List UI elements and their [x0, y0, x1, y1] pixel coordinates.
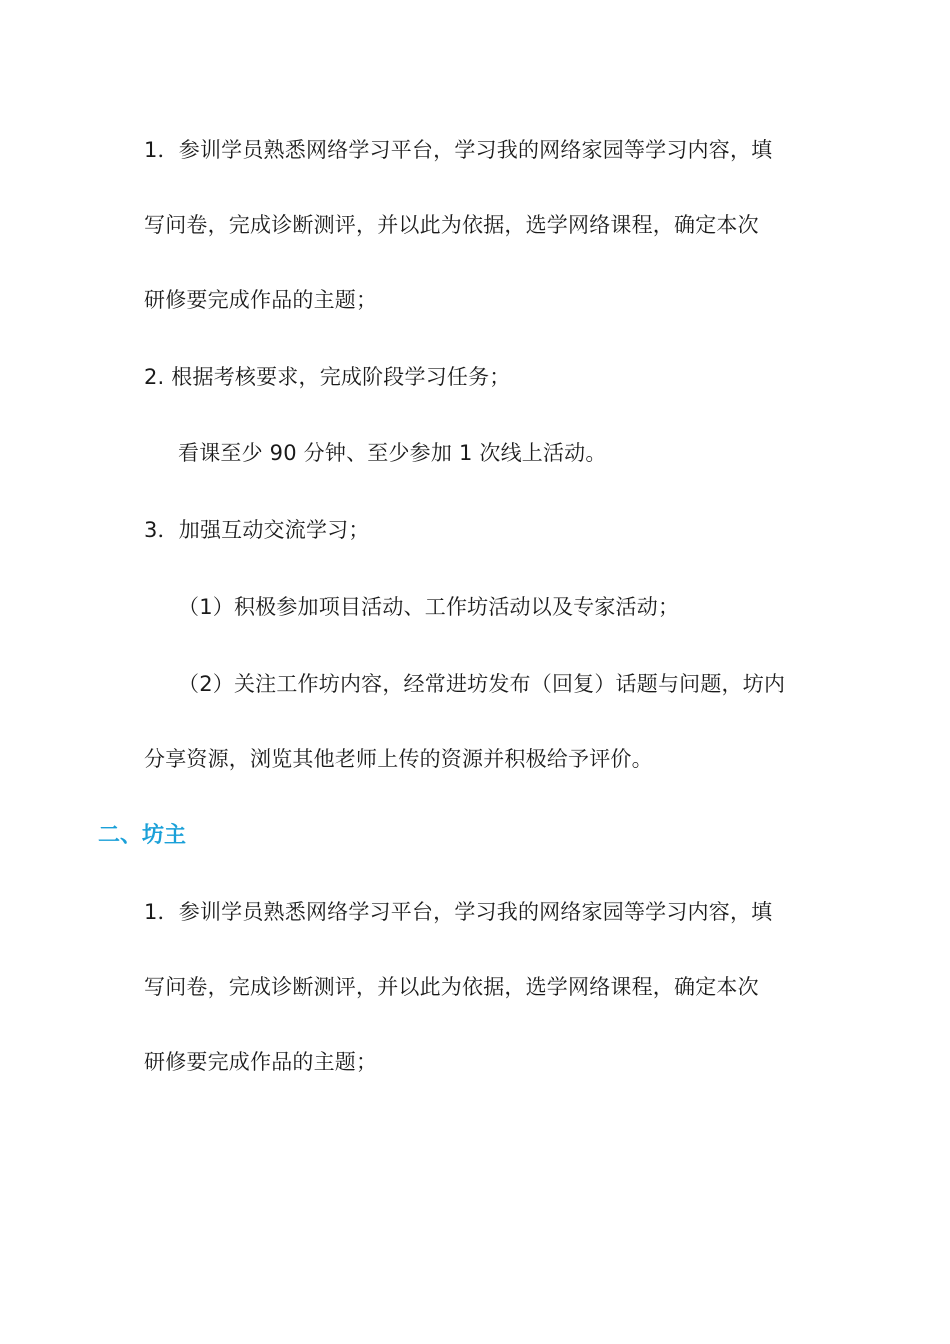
- s1-item3-sub1: （1）积极参加项目活动、工作坊活动以及专家活动；: [178, 595, 680, 619]
- s1-item2: 2. 根据考核要求，完成阶段学习任务；: [144, 365, 511, 389]
- section-heading-fangzhu: 二、坊主: [98, 823, 187, 848]
- s1-item1-line3: 研修要完成作品的主题；: [144, 288, 378, 312]
- s1-item2-detail: 看课至少 90 分钟、至少参加 1 次线上活动。: [178, 441, 607, 465]
- s2-item1-line3: 研修要完成作品的主题；: [144, 1050, 378, 1074]
- s1-item1-line1: 1．参训学员熟悉网络学习平台，学习我的网络家园等学习内容，填: [144, 138, 773, 162]
- s2-item1-line2: 写问卷，完成诊断测评，并以此为依据，选学网络课程，确定本次: [144, 975, 759, 999]
- s2-item1-line1: 1．参训学员熟悉网络学习平台，学习我的网络家园等学习内容，填: [144, 900, 773, 924]
- s1-item1-line2: 写问卷，完成诊断测评，并以此为依据，选学网络课程，确定本次: [144, 213, 759, 237]
- s1-item3-sub2-line1: （2）关注工作坊内容，经常进坊发布（回复）话题与问题，坊内: [178, 672, 786, 696]
- s1-item3-sub2-line2: 分享资源，浏览其他老师上传的资源并积极给予评价。: [144, 747, 653, 771]
- s1-item3: 3．加强互动交流学习；: [144, 518, 370, 542]
